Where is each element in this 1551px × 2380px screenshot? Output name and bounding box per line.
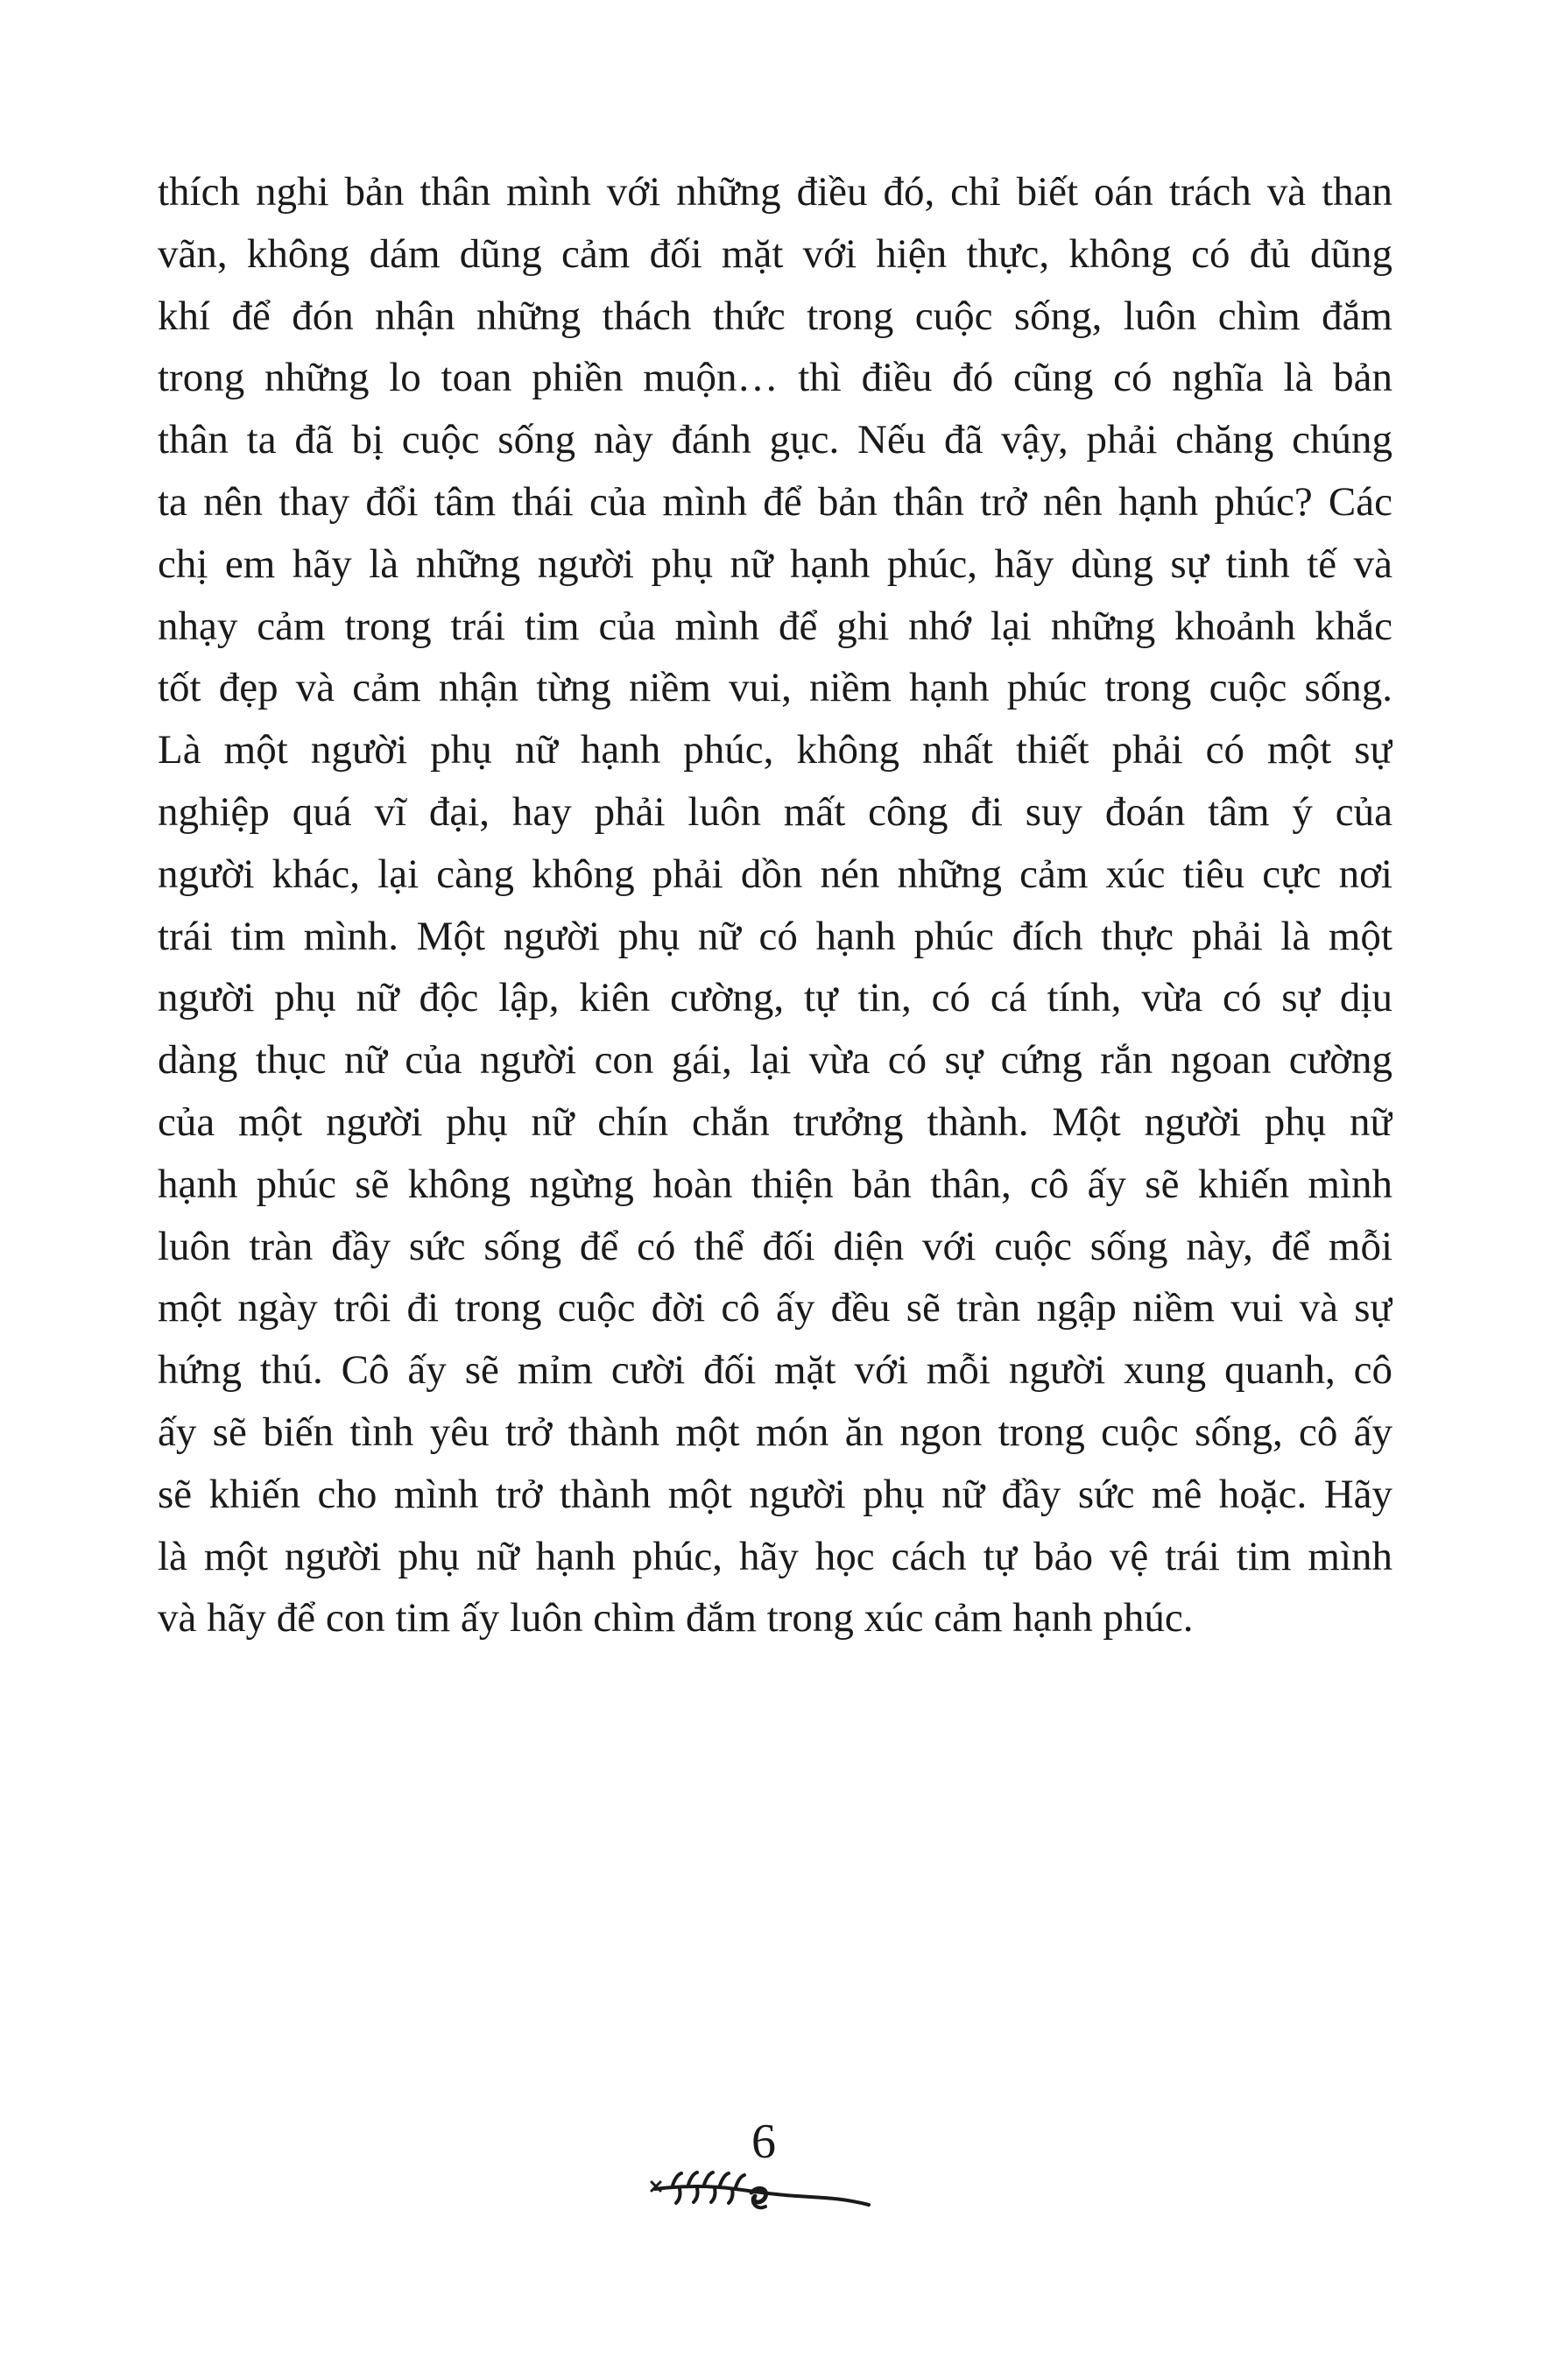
text-line: và hãy để con tim ấy luôn chìm đắm trong xúc cảm hạnh phúc. — [158, 1595, 1194, 1642]
text-line: thân ta đã bị cuộc sống này đánh gục. Nếu đã vậy, phải chăng chúng — [158, 417, 1392, 463]
leaf-vine-ornament-icon — [648, 2159, 876, 2212]
text-line: thích nghi bản thân mình với những điều đó, chỉ biết oán trách và than — [158, 169, 1392, 215]
text-line: người phụ nữ độc lập, kiên cường, tự tin, có cá tính, vừa có sự dịu — [158, 975, 1392, 1021]
text-line: ta nên thay đổi tâm thái của mình để bản thân trở nên hạnh phúc? Các — [158, 478, 1392, 525]
text-line: của một người phụ nữ chín chắn trưởng thành. Một người phụ nữ — [158, 1098, 1392, 1145]
text-line: trái tim mình. Một người phụ nữ có hạnh phúc đích thực phải là một — [158, 913, 1392, 959]
text-line: ấy sẽ biến tình yêu trở thành một món ăn ngon trong cuộc sống, cô ấy — [158, 1409, 1392, 1455]
text-line: hứng thú. Cô ấy sẽ mỉm cười đối mặt với mỗi người xung quanh, cô — [158, 1347, 1392, 1394]
text-line: nhạy cảm trong trái tim của mình để ghi nhớ lại những khoảnh khắc — [158, 603, 1392, 649]
text-line: tốt đẹp và cảm nhận từng niềm vui, niềm hạnh phúc trong cuộc sống. — [158, 665, 1392, 711]
body-text — [158, 161, 1392, 1649]
text-line: nghiệp quá vĩ đại, hay phải luôn mất công đi suy đoán tâm ý của — [158, 788, 1392, 835]
text-line: vãn, không dám dũng cảm đối mặt với hiện thực, không có đủ dũng — [158, 230, 1392, 277]
text-line: khí để đón nhận những thách thức trong cuộc sống, luôn chìm đắm — [158, 293, 1392, 339]
page-number: 6 — [751, 2115, 776, 2169]
text-line: là một người phụ nữ hạnh phúc, hãy học cách tự bảo vệ trái tim mình — [158, 1533, 1392, 1579]
text-line: chị em hãy là những người phụ nữ hạnh phúc, hãy dùng sự tinh tế và — [158, 540, 1392, 587]
text-line: trong những lo toan phiền muộn… thì điều đó cũng có nghĩa là bản — [158, 355, 1392, 401]
text-line: hạnh phúc sẽ không ngừng hoàn thiện bản thân, cô ấy sẽ khiến mình — [158, 1161, 1392, 1207]
text-line: sẽ khiến cho mình trở thành một người phụ nữ đầy sức mê hoặc. Hãy — [158, 1471, 1392, 1517]
page-footer — [648, 2115, 876, 2212]
text-line: người khác, lại càng không phải dồn nén những cảm xúc tiêu cực nơi — [158, 851, 1392, 897]
text-line: dàng thục nữ của người con gái, lại vừa có sự cứng rắn ngoan cường — [158, 1037, 1392, 1084]
text-line: Là một người phụ nữ hạnh phúc, không nhất thiết phải có một sự — [158, 727, 1392, 773]
text-line: một ngày trôi đi trong cuộc đời cô ấy đều sẽ tràn ngập niềm vui và sự — [158, 1285, 1392, 1331]
text-line: luôn tràn đầy sức sống để có thể đối diện với cuộc sống này, để mỗi — [158, 1223, 1392, 1269]
